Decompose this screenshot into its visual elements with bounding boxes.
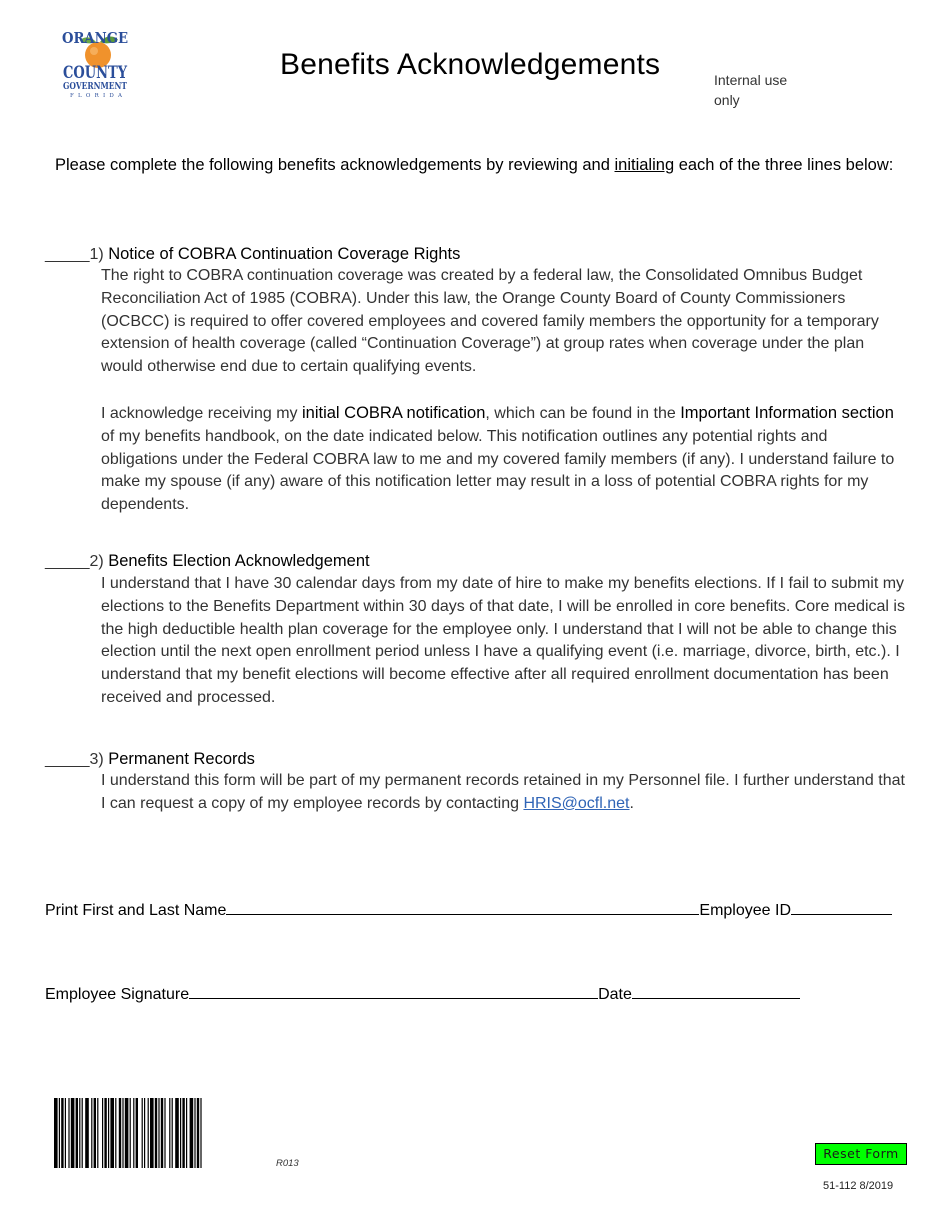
barcode-code: R013 <box>276 1158 299 1169</box>
barcode-bar <box>164 1098 165 1168</box>
instructions-text-b: each of the three lines below: <box>674 156 894 174</box>
barcode-bar <box>190 1098 194 1168</box>
item-1-number: 1) <box>89 246 104 263</box>
item-2-header <box>45 550 370 573</box>
item-2-title: Benefits Election Acknowledgement <box>108 552 370 570</box>
item-3-text: I understand this form will be part of my permanent records retained in my Personnel file. I further understand that I can request a copy of my employee records by contacting <box>101 772 905 812</box>
barcode-bar <box>119 1098 121 1168</box>
barcode-bar <box>172 1098 173 1168</box>
barcode-bar <box>122 1098 123 1168</box>
barcode-bar <box>115 1098 116 1168</box>
reset-form-button[interactable]: Reset Form <box>815 1143 907 1165</box>
barcode-bar <box>102 1098 103 1168</box>
barcode-bar <box>68 1098 69 1168</box>
barcode-bar <box>175 1098 179 1168</box>
barcode-bar <box>194 1098 195 1168</box>
item-3-title: Permanent Records <box>108 750 255 768</box>
barcode-bar <box>133 1098 134 1168</box>
item-3-paragraph <box>101 770 906 816</box>
item-1-header <box>45 243 460 266</box>
signature-date-row <box>45 986 800 1004</box>
instructions-emphasis: initialing <box>614 156 675 174</box>
barcode-bar <box>136 1098 138 1168</box>
barcode-bar <box>148 1098 149 1168</box>
barcode-bar <box>180 1098 181 1168</box>
barcode-bar <box>59 1098 60 1168</box>
item-3-text-end: . <box>629 794 634 812</box>
date-label: Date <box>598 986 632 1003</box>
form-number: 51-112 8/2019 <box>823 1180 894 1192</box>
barcode-bar <box>91 1098 92 1168</box>
name-label: Print First and Last Name <box>45 902 227 919</box>
item-1-initial-blank[interactable]: _____ <box>45 246 90 263</box>
item-1-p2-a: I acknowledge receiving my <box>101 405 302 422</box>
barcode <box>54 1098 268 1168</box>
barcode-bar <box>150 1098 154 1168</box>
item-3-initial-blank[interactable]: _____ <box>45 751 90 768</box>
barcode-bar <box>85 1098 89 1168</box>
item-3-number: 3) <box>89 751 104 768</box>
barcode-bar <box>94 1098 96 1168</box>
barcode-bar <box>108 1098 109 1168</box>
item-1-title: Notice of COBRA Continuation Coverage Rights <box>108 245 461 263</box>
barcode-bar <box>197 1098 199 1168</box>
barcode-bar <box>97 1098 98 1168</box>
barcode-bar <box>182 1098 184 1168</box>
employee-id-label: Employee ID <box>699 902 791 919</box>
date-field-line[interactable] <box>632 997 800 999</box>
barcode-bar <box>65 1098 66 1168</box>
employee-id-field-line[interactable] <box>791 913 892 915</box>
barcode-bar <box>76 1098 78 1168</box>
orange-county-logo <box>60 26 132 100</box>
item-1-paragraph-1: The right to COBRA continuation coverage was created by a federal law, the Consolidated Omnibus Budget Reconciliation Act of 1985 (COBRA). Under this law, the Orange County Board of County Commissioners (OCBCC) is required to offer covered employees and covered family members the opportunity for a temporary extension of health coverage (called “Continuation Coverage”) at group rates when coverage under the plan would otherwise end due to certain qualifying events. <box>101 267 879 376</box>
barcode-bar <box>130 1098 131 1168</box>
hris-email-link[interactable]: HRIS@ocfl.net <box>523 794 630 812</box>
item-1-p2-c: , which can be found in the <box>485 405 681 422</box>
barcode-bar <box>54 1098 58 1168</box>
barcode-bar <box>144 1098 145 1168</box>
barcode-bar <box>169 1098 170 1168</box>
barcode-bar <box>142 1098 143 1168</box>
barcode-bar <box>161 1098 163 1168</box>
barcode-bar <box>82 1098 83 1168</box>
internal-use-note: Internal use only <box>714 72 788 108</box>
barcode-bar <box>104 1098 106 1168</box>
item-1-p2-e: of my benefits handbook, on the date indicated below. This notification outlines any potential rights and obligations under the Federal COBRA law to me and my covered family members (if any). I understand failure to make my spouse (if any) aware of this notification letter may result in a loss of potential COBRA rights for my dependents. <box>101 427 895 514</box>
name-id-row <box>45 902 892 920</box>
item-1-p2-d: Important Information section <box>680 404 894 422</box>
item-3-header <box>45 748 255 771</box>
signature-label: Employee Signature <box>45 986 190 1003</box>
logo-line-orange: ORANGE <box>62 29 128 47</box>
barcode-bar <box>110 1098 114 1168</box>
barcode-bar <box>155 1098 157 1168</box>
instructions-text-a: Please complete the following benefits acknowledgements by reviewing and <box>55 156 615 174</box>
barcode-bar <box>61 1098 63 1168</box>
logo-line-county: COUNTY <box>63 63 128 83</box>
barcode-bar <box>200 1098 201 1168</box>
barcode-bar <box>79 1098 80 1168</box>
logo-line-government: GOVERNMENT <box>63 82 128 92</box>
page-title: Benefits Acknowledgements <box>280 48 661 81</box>
barcode-bar <box>186 1098 187 1168</box>
logo-line-florida: FLORIDA <box>70 93 122 99</box>
item-1-paragraph-2 <box>101 402 906 517</box>
item-2-number: 2) <box>89 553 104 570</box>
signature-field-line[interactable] <box>189 997 598 999</box>
item-2-initial-blank[interactable]: _____ <box>45 553 90 570</box>
barcode-bar <box>71 1098 75 1168</box>
barcode-bar <box>158 1098 159 1168</box>
name-field-line[interactable] <box>226 913 699 915</box>
item-2-paragraph: I understand that I have 30 calendar days from my date of hire to make my benefits elections. If I fail to submit my elections to the Benefits Department within 30 days of that date, I will be enrolled in core benefits. Core medical is the high deductible health plan coverage for the employee only. I understand that I will not be able to change this election until the next open enrollment period unless I have a qualifying event (i.e. marriage, divorce, birth, etc.). I understand that my benefit elections will become effective after all required enrollment documentation has been received and processed. <box>101 575 905 706</box>
barcode-bar <box>125 1098 129 1168</box>
item-1-p2-b: initial COBRA notification <box>301 404 486 422</box>
instructions <box>55 152 895 178</box>
